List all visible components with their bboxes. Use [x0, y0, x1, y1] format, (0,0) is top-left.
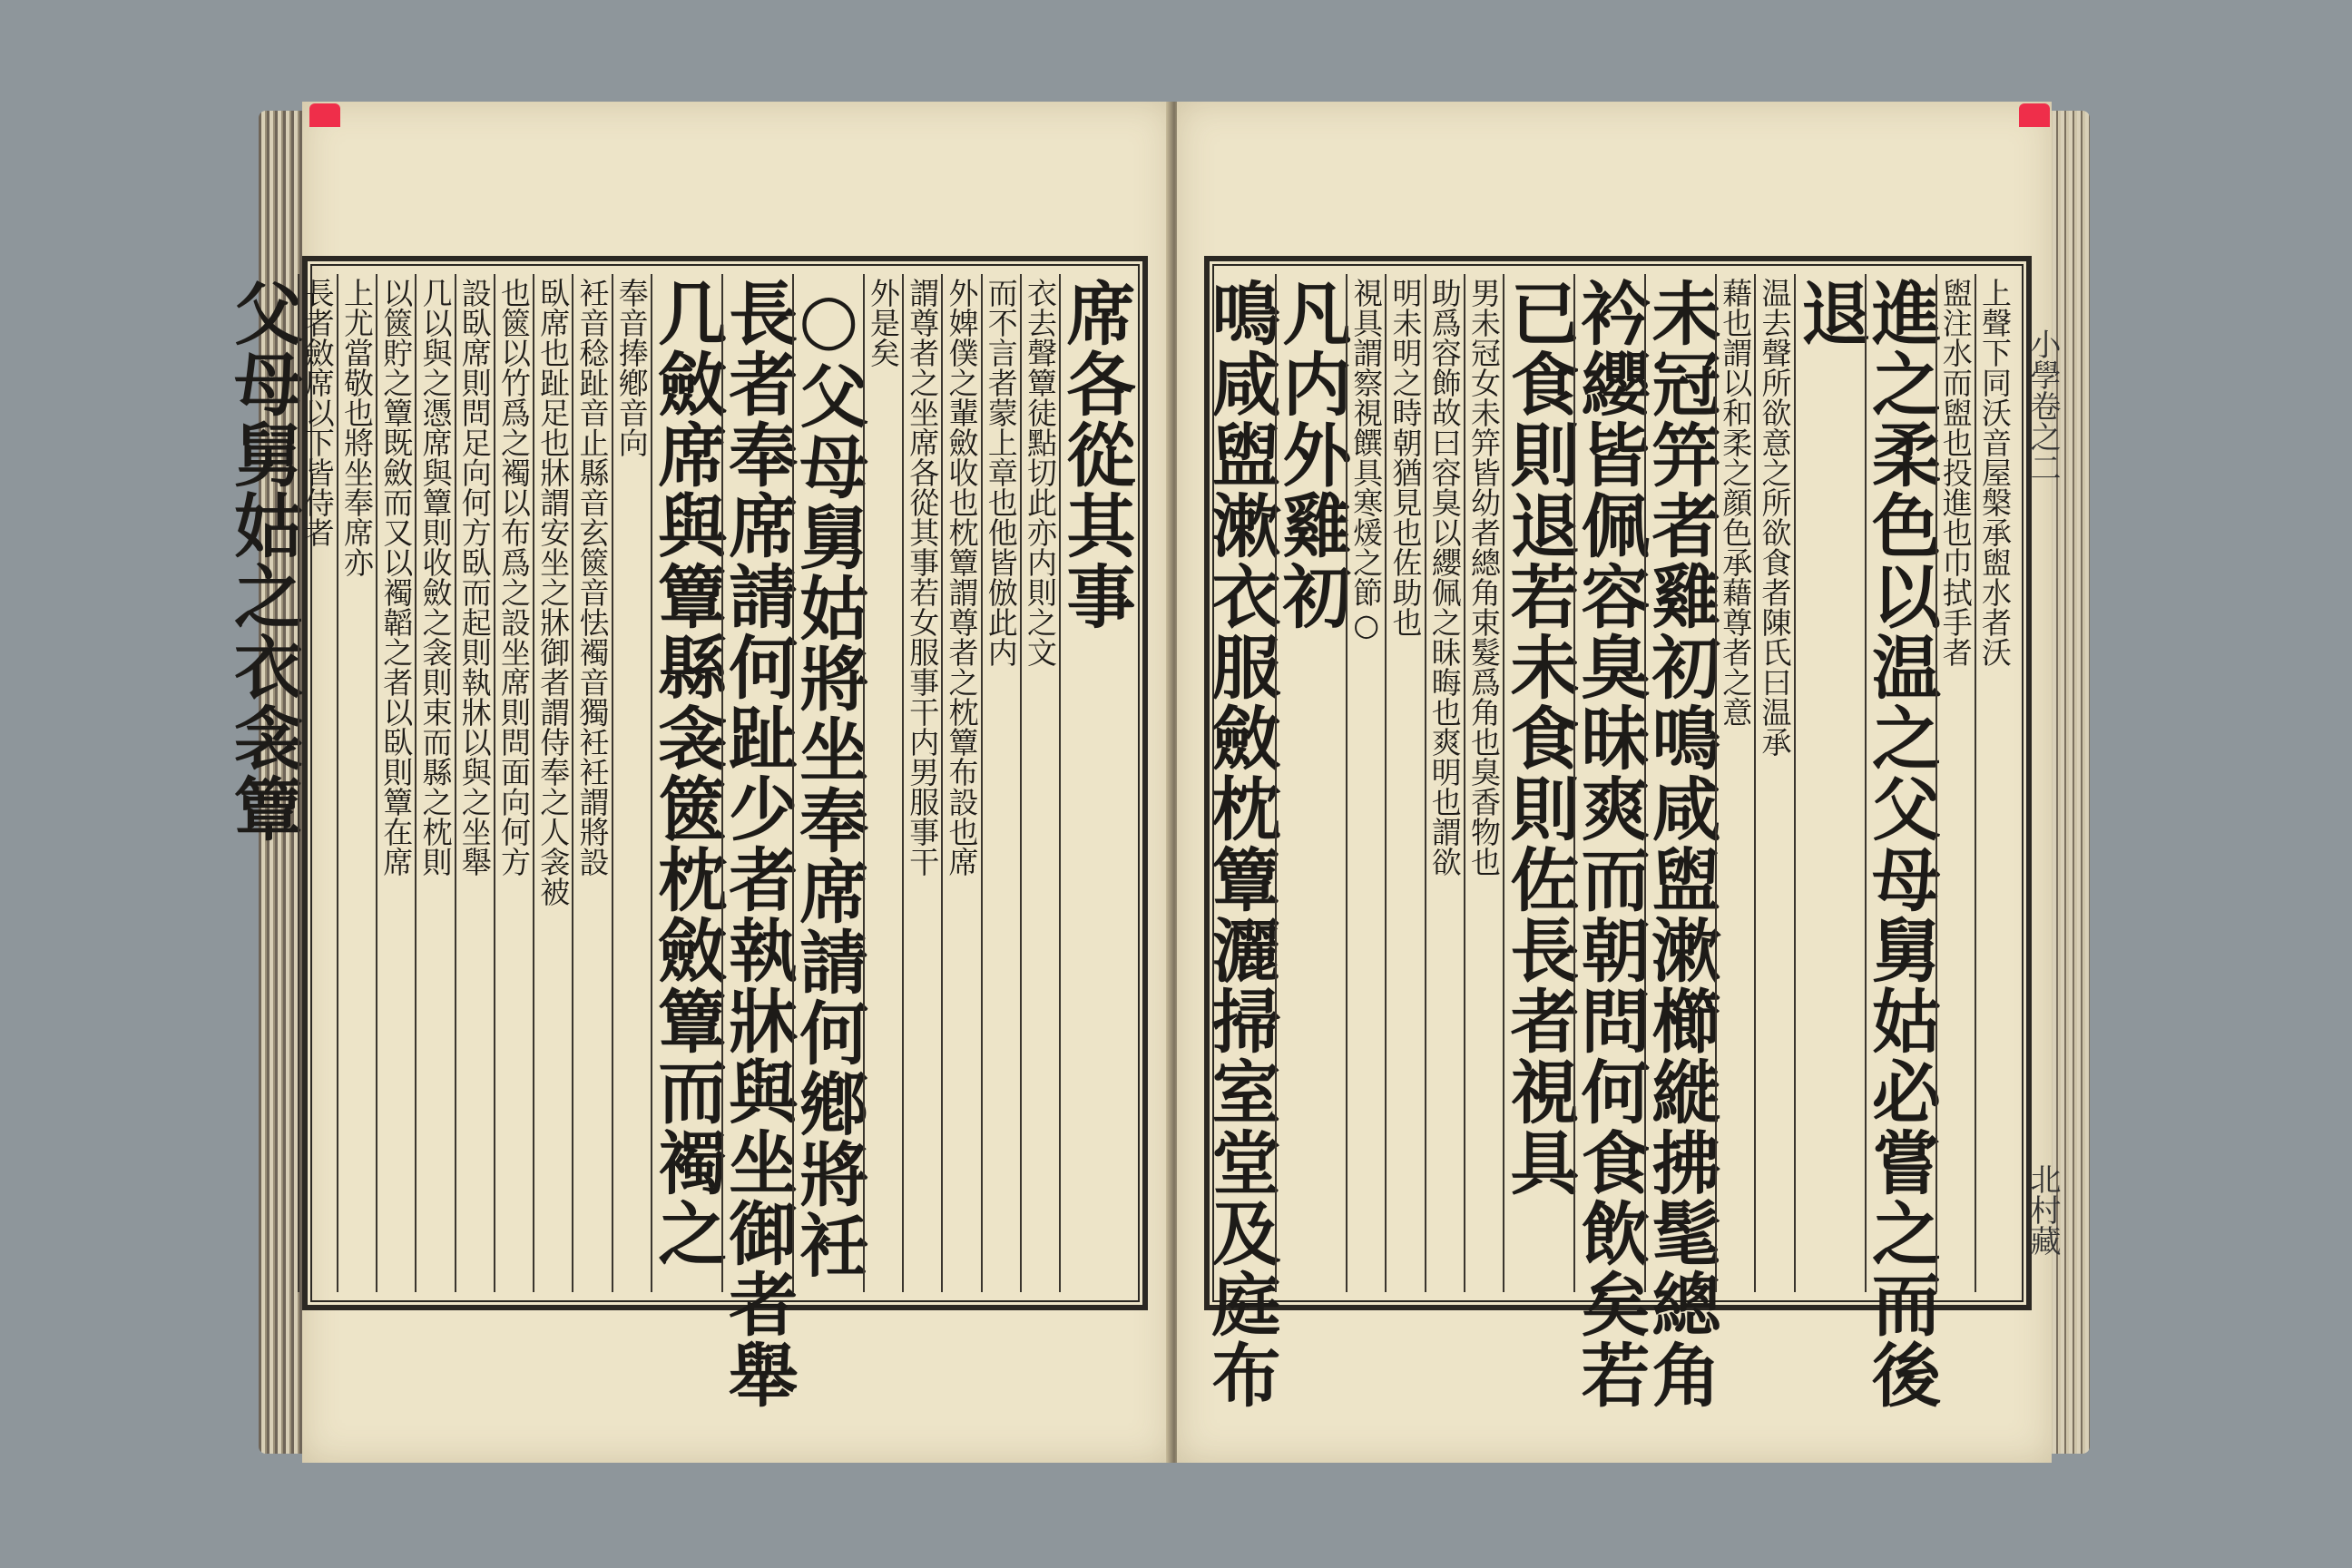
main-text-column: 凡内外雞初: [1275, 274, 1346, 1292]
commentary-column: 衽音稔趾音止縣音玄篋音怯襡音獨衽衽謂將設: [572, 274, 611, 1292]
commentary-column: 衣去聲簟徒點切此亦内則之文: [1020, 274, 1059, 1292]
commentary-column: 視具謂察視饌具寒煖之節○: [1346, 274, 1385, 1292]
red-tab-left: [309, 103, 340, 127]
right-columns: [1200, 274, 2014, 1410]
commentary-column: 男未冠女未笄皆幼者總角束髮爲角也臭香物也: [1464, 274, 1503, 1292]
commentary-column: 奉音捧鄕音向: [612, 274, 651, 1292]
left-page: [222, 102, 1171, 1463]
main-text-column: 已食則退若未食則佐長者視具: [1503, 274, 1573, 1292]
red-tab-right: [2019, 103, 2050, 127]
main-text-column: 進之柔色以温之父母舅姑必嘗之而後: [1865, 274, 1936, 1292]
main-text-column: 衿纓皆佩容臭昧爽而朝問何食飲矣若: [1573, 274, 1644, 1292]
commentary-column: 几以與之憑席與簟則收斂之衾則束而縣之枕則: [415, 274, 454, 1292]
commentary-column: 長者斂席以下皆侍者: [298, 274, 337, 1292]
main-text-column: 退: [1794, 274, 1865, 1292]
right-page: [1177, 102, 2061, 1463]
main-text-column: 未冠笄者雞初鳴咸盥漱櫛縰拂髦總角: [1644, 274, 1715, 1292]
commentary-column: 謂尊者之坐席各從其事若女服事干内男服事干: [902, 274, 941, 1292]
commentary-column: 外婢僕之輩斂收也枕簟謂尊者之枕簟布設也席: [941, 274, 980, 1292]
commentary-column: 上尤當敬也將坐奉席亦: [337, 274, 376, 1292]
main-text-column: 席各從其事: [1059, 274, 1130, 1292]
main-text-column: 鳴咸盥漱衣服斂枕簟灑掃室堂及庭布: [1200, 278, 1281, 1410]
commentary-column: 也篋以竹爲之襡以布爲之設坐席則問面向何方: [494, 274, 533, 1292]
commentary-column: 臥席也趾足也牀謂安坐之牀御者謂侍奉之人衾被: [533, 274, 572, 1292]
commentary-column: 設臥席則問足向何方臥而起則執牀以與之坐舉: [455, 274, 494, 1292]
commentary-column: 而不言者蒙上章也他皆倣此内: [981, 274, 1020, 1292]
right-text-frame: [1200, 256, 2032, 1410]
commentary-column: 外是矣: [863, 274, 902, 1292]
commentary-column: 以篋貯之簟既斂而又以襡韜之者以臥則簟在席: [376, 274, 415, 1292]
main-text-column: 几斂席與簟縣衾篋枕斂簟而襡之: [651, 274, 721, 1292]
left-columns: [222, 274, 1136, 1410]
commentary-column: 藉也謂以和柔之顔色承藉尊者之意: [1715, 274, 1754, 1292]
commentary-column: 上聲下同沃音屋槃承盥水者沃: [1975, 274, 2014, 1292]
fold-label: 小學卷之二: [2024, 328, 2061, 483]
main-text-column: 父母舅姑之衣衾簟: [222, 278, 304, 844]
commentary-column: 盥注水而盥也投進也巾拭手者: [1936, 274, 1975, 1292]
main-text-column: 長者奉席請何趾少者執牀與坐御者舉: [721, 274, 792, 1292]
commentary-column: 温去聲所欲意之所欲食者陳氏曰温承: [1754, 274, 1793, 1292]
commentary-column: 助爲容飾故曰容臭以纓佩之昧晦也爽明也謂欲: [1425, 274, 1464, 1292]
left-text-frame: [222, 256, 1148, 1410]
commentary-column: 明未明之時朝猶見也佐助也: [1385, 274, 1424, 1292]
open-book: [222, 102, 2090, 1463]
fold-label-bottom: 北村藏: [2024, 1163, 2061, 1256]
main-text-column: ○父母舅姑將坐奉席請何鄕將衽: [792, 274, 863, 1292]
